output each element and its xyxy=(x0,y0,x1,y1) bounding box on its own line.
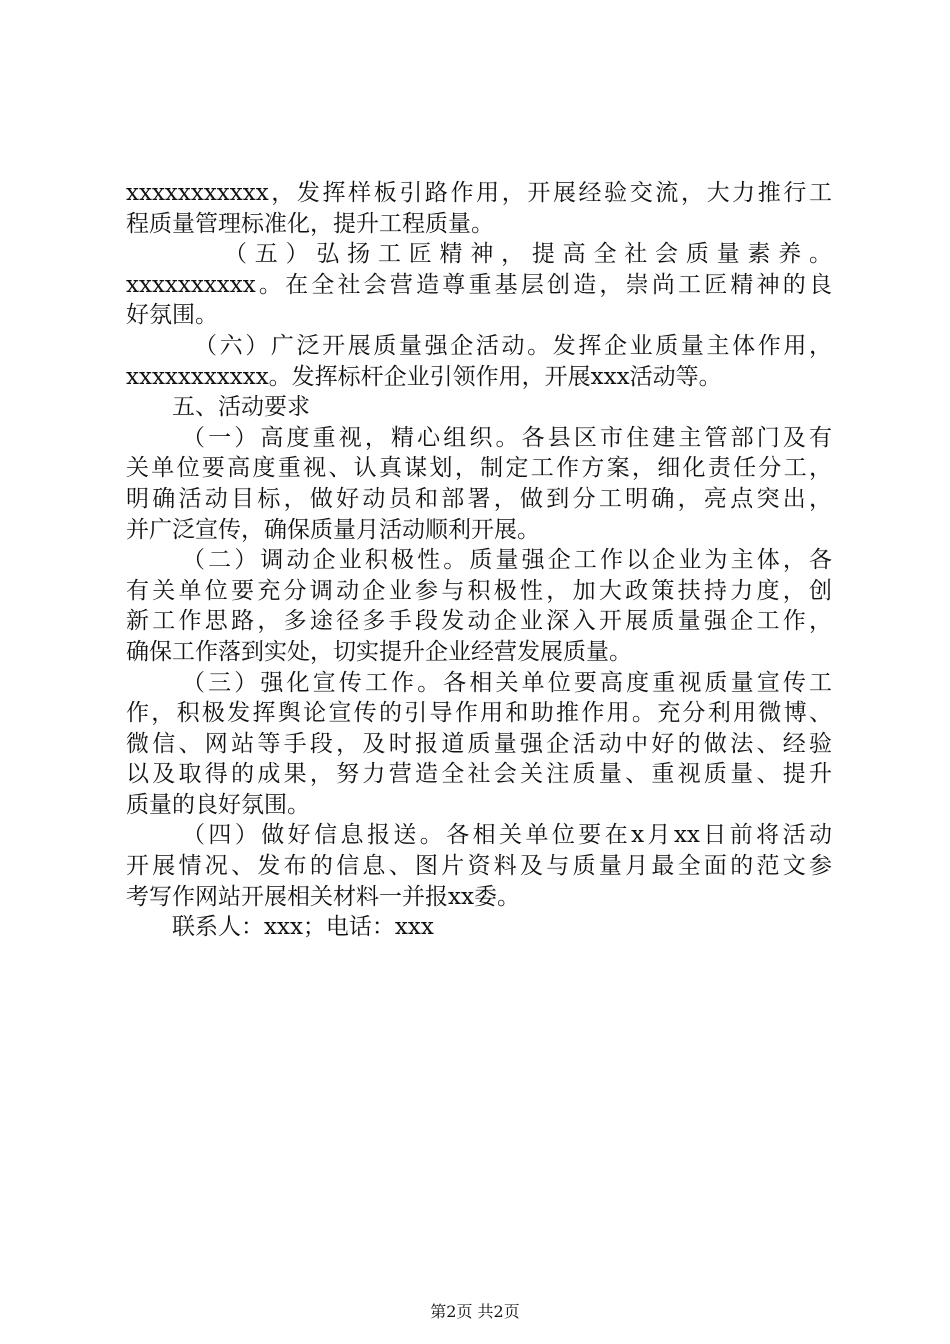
page-number: 第2页 共2页 xyxy=(430,1302,520,1321)
requirement-4-line: （四）做好信息报送。各相关单位要在x月xx日前将活动 xyxy=(182,822,832,849)
paragraph-line: xxxxxxxxxxx。发挥标杆企业引领作用，开展xxx活动等。 xyxy=(126,363,722,390)
paragraph-line: 关单位要高度重视、认真谋划，制定工作方案，细化责任分工， xyxy=(126,455,832,482)
requirement-2-line: （二）调动企业积极性。质量强企工作以企业为主体，各 xyxy=(182,547,832,574)
paragraph-line: xxxxxxxxxx。在全社会营造尊重基层创造，崇尚工匠精神的良 xyxy=(126,271,832,298)
paragraph-line: 程质量管理标准化，提升工程质量。 xyxy=(126,210,494,237)
document-body xyxy=(126,178,832,943)
paragraph-line: 开展情况、发布的信息、图片资料及与质量月最全面的范文参 xyxy=(126,853,832,880)
paragraph-line: 确保工作落到实处，切实提升企业经营发展质量。 xyxy=(126,638,632,665)
section-heading-5: （五）弘扬工匠精神，提高全社会质量素养。 xyxy=(224,241,832,268)
paragraph-line: xxxxxxxxxxx，发挥样板引路作用，开展经验交流，大力推行工 xyxy=(126,180,832,206)
paragraph-line: 考写作网站开展相关材料一并报xx委。 xyxy=(126,883,520,910)
contact-line: 联系人：xxx；电话：xxx xyxy=(172,914,434,941)
paragraph-line: 并广泛宣传，确保质量月活动顺利开展。 xyxy=(126,516,540,543)
paragraph-line: 有关单位要充分调动企业参与积极性，加大政策扶持力度，创 xyxy=(126,577,832,604)
paragraph-line: 微信、网站等手段，及时报道质量强企活动中好的做法、经验 xyxy=(126,730,832,757)
paragraph-line: 以及取得的成果，努力营造全社会关注质量、重视质量、提升 xyxy=(126,761,832,788)
paragraph-line: 作，积极发挥舆论宣传的引导作用和助推作用。充分利用微博、 xyxy=(126,700,832,727)
requirement-3-line: （三）强化宣传工作。各相关单位要高度重视质量宣传工 xyxy=(182,669,832,696)
paragraph-line: 好氛围。 xyxy=(126,302,218,329)
section-heading-6: （六）广泛开展质量强企活动。发挥企业质量主体作用， xyxy=(194,332,832,359)
paragraph-line: 明确活动目标，做好动员和部署，做到分工明确，亮点突出， xyxy=(126,485,832,512)
chapter-heading: 五、活动要求 xyxy=(172,394,310,421)
paragraph-line: 新工作思路，多途径多手段发动企业深入开展质量强企工作， xyxy=(126,608,832,635)
requirement-1-line: （一）高度重视，精心组织。各县区市住建主管部门及有 xyxy=(182,424,832,451)
paragraph-line: 质量的良好氛围。 xyxy=(126,791,310,818)
